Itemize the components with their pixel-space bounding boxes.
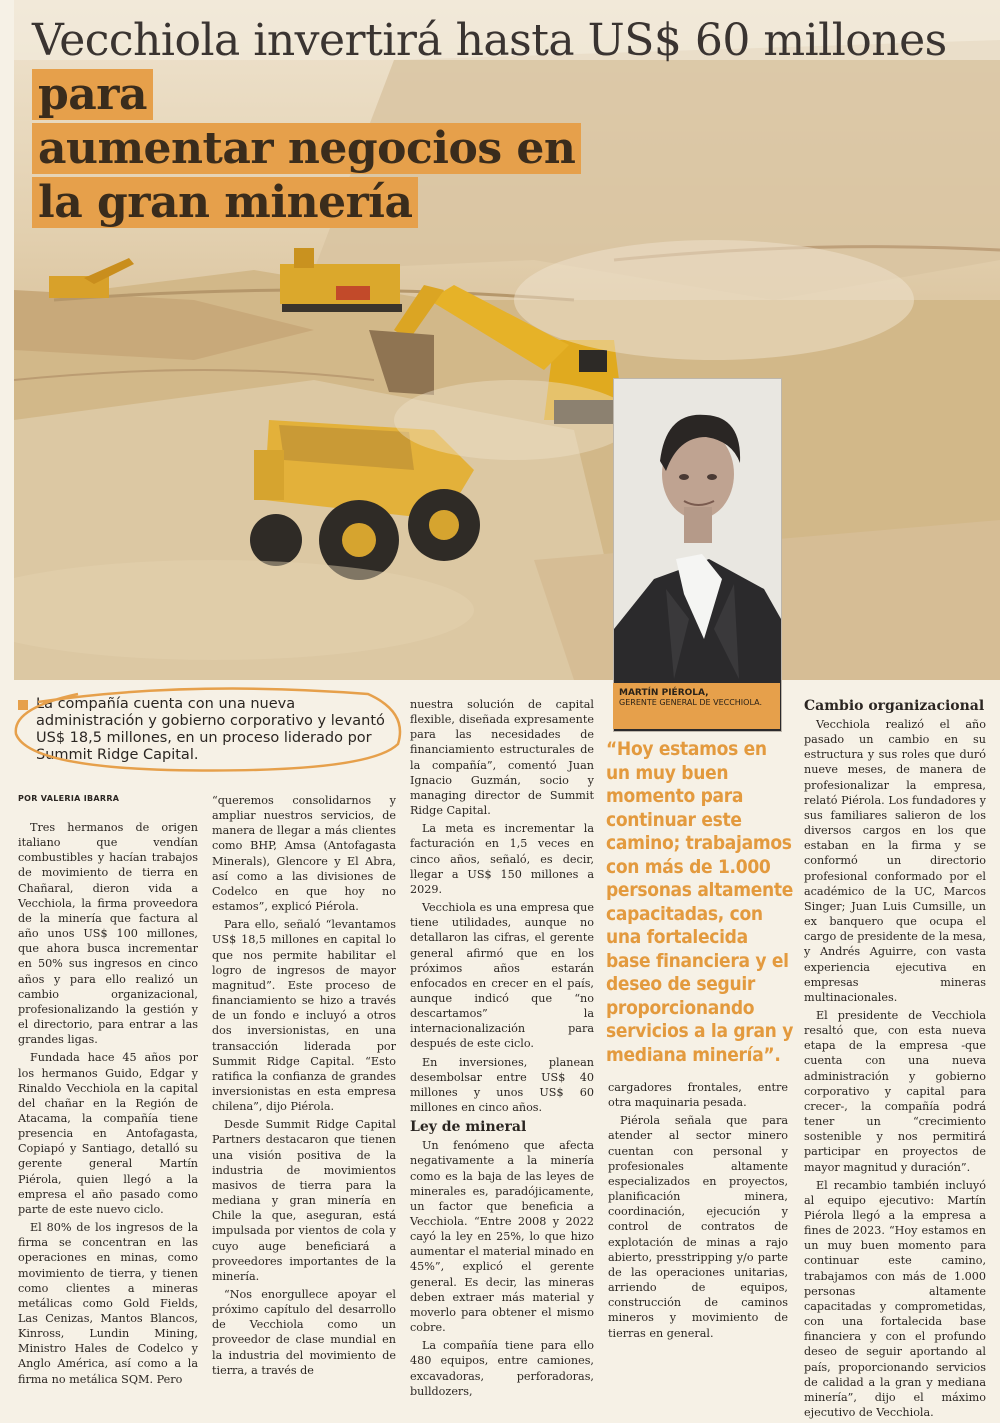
col5-paragraph: Vecchiola realizó el año pasado un cambio en su estructura y sus roles que duró nueve meses, de manera de profesionalizar la empresa, relató Piérola. Los fundadores y sus familiares salieron de los diversos cargos en los que estaban en la firma y se conformó un directorio profesional conformado por el académico de la UC, Marcos Singer; Juan Luis Cumsille, un ex banquero que ocupa el cargo de presidente de la mesa, y Andrés Aguirre, con vasta experiencia ejecutiva en empresas mineras multinacionales. xyxy=(804,718,986,1004)
headline xyxy=(32,14,1000,230)
col3-paragraph: nuestra solución de capital flexible, diseñada expresamente para las necesidades de financiamiento estructurales de la compañía”, comentó Juan Ignacio Guzmán, socio y managing director de Summit Ridge Capital. xyxy=(410,698,594,818)
col4-paragraph: cargadores frontales, entre otra maquinaria pesada. xyxy=(608,1081,788,1110)
col1-paragraph: El 80% de los ingresos de la firma se concentran en las operaciones en minas, como movimiento de tierra, y tienen como clientes a mineras metálicas como Gold Fields, Las Cenizas, Mantos Blancos, Kinross, Lundin Mining, Ministro Hales de Codelco y Anglo América, así como a la firma no metálica SQM. Pero xyxy=(18,1221,198,1386)
col3-paragraph: Vecchiola es una empresa que tiene utilidades, aunque no detallaron las cifras, el gerente general afirmó que en los próximos años estarán enfocados en crecer en el país, aunque indicó que “no descartamos” la internacionalización para después de este ciclo. xyxy=(410,901,594,1051)
lead-square-icon xyxy=(18,700,28,710)
column-1 xyxy=(18,820,198,1390)
col3-paragraph: La compañía tiene para ello 480 equipos, entre camiones, excavadoras, perforadoras, bulldozers, xyxy=(410,1339,594,1398)
lead-circle-mark xyxy=(8,682,418,782)
col2-paragraph: “queremos consolidarnos y ampliar nuestros servicios, de manera de llegar a más clientes como BHP, Amsa (Antofagasta Minerals), Glencore y El Abra, así como a las divisiones de Codelco en que hoy no estamos”, explicó Piérola. xyxy=(212,794,396,914)
headline-highlight-2: aumentar negocios en xyxy=(32,123,581,174)
lead-text: La compañía cuenta con una nueva administración y gobierno corporativo y levantó US$ 18,5 millones, en un proceso liderado por Summit Ridge Capital. xyxy=(36,696,385,763)
subheading-ley-de-mineral: Ley de mineral xyxy=(410,1119,527,1136)
headline-highlight-3: la gran minería xyxy=(32,177,418,228)
column-3 xyxy=(410,697,594,1402)
pull-quote: “Hoy estamos en un muy buen momento para continuar este camino; trabajamos con más de 1.000 personas altamente capacitadas, con una fortalecida base financiera y el deseo de seguir proporcionando servicios a la gran y mediana minería”. xyxy=(606,738,794,1066)
col1-paragraph: Tres hermanos de origen italiano que vendían combustibles y hacían trabajos de movimiento de tierra en Chañaral, dieron vida a Vecchiola, la firma proveedora de la minería que factura al año unos US$ 100 millones, que ahora busca incrementar en 50% sus ingresos en cinco años y para ello realizó un cambio organizacional, profesionalizando la gestión y el directorio, para entrar a las grandes ligas. xyxy=(18,821,198,1047)
col2-paragraph: “Nos enorgullece apoyar el próximo capítulo del desarrollo de Vecchiola como un proveedor de clase mundial en la industria del movimiento de tierra, a través de xyxy=(212,1288,396,1377)
lead-block xyxy=(18,696,398,764)
col3-paragraph: En inversiones, planean desembolsar entre US$ 40 millones y unos US$ 60 millones en cinco años. xyxy=(410,1055,594,1115)
byline: POR VALERIA IBARRA xyxy=(18,794,120,803)
headline-highlight-1: para xyxy=(32,69,153,120)
col3-paragraph: Un fenómeno que afecta negativamente a la minería como es la baja de las leyes de minerales es, paradójicamente, un factor que beneficia a Vecchiola. “Entre 2008 y 2022 cayó la ley en 25%, lo que hizo aumentar el material minado en 45%”, explicó el gerente general. Es decir, las mineras deben extraer más material y moverlo para obtener el mismo cobre. xyxy=(410,1139,594,1335)
column-5 xyxy=(804,697,986,1423)
col4-paragraph: Piérola señala que para atender al sector minero cuentan con personal y profesionales altamente especializados en proyectos, planificación minera, coordinación, ejecución y control de contratos de explotación de minas a rajo abierto, presstripping y/o parte de las operaciones unitarias, arriendo de equipos, construcción de caminos mineros y movimiento de tierras en general. xyxy=(608,1114,788,1340)
caption-role: GERENTE GENERAL DE VECCHIOLA. xyxy=(619,698,762,707)
portrait-art xyxy=(614,379,781,731)
headline-plain: Vecchiola invertirá hasta US$ 60 millones xyxy=(32,15,947,66)
photo-caption xyxy=(613,683,780,729)
caption-name: MARTÍN PIÉROLA, xyxy=(619,688,709,698)
column-2 xyxy=(212,793,396,1381)
portrait-photo xyxy=(613,378,782,732)
col5-paragraph: El recambio también incluyó al equipo ejecutivo: Martín Piérola llegó a la empresa a fines de 2023. “Hoy estamos en un muy buen momento para continuar este camino, trabajamos con más de 1.000 personas altamente capacitadas y comprometidas, con una fortalecida base financiera y con el profundo deseo de seguir aportando al país, proporcionando servicios de calidad a la gran y mediana minería”, dijo el máximo ejecutivo de Vecchiola. xyxy=(804,1178,986,1420)
subheading-cambio-organizacional: Cambio organizacional xyxy=(804,698,985,714)
col2-paragraph: Desde Summit Ridge Capital Partners destacaron que tienen una visión positiva de la industria de movimientos masivos de tierra para la mediana y gran minería en Chile la que, aseguran, está impulsada por vientos de cola y cuyo auge beneficiará a proveedores importantes de la minería. xyxy=(212,1118,396,1283)
col1-paragraph: Fundada hace 45 años por los hermanos Guido, Edgar y Rinaldo Vecchiola en la capital del chañar en la Región de Atacama, la compañía tiene presencia en Antofagasta, Copiapó y Santiago, detalló su gerente general Martín Piérola, quien llegó a la empresa el año pasado como parte de este nuevo ciclo. xyxy=(18,1051,198,1216)
col5-paragraph: El presidente de Vecchiola resaltó que, con esta nueva etapa de la empresa -que cuenta con una nueva administración y gobierno corporativo y capital para crecer-, la compañía podrá tener un “crecimiento sostenible y nos permitirá participar en proyectos de mayor magnitud y duración”. xyxy=(804,1008,986,1174)
column-4 xyxy=(608,1080,788,1344)
col2-paragraph: Para ello, señaló “levantamos US$ 18,5 millones en capital lo que nos permite habilitar el logro de ingresos de mayor magnitud”. Este proceso de financiamiento se hizo a través de un fondo e incluyó a otros dos inversionistas, en una transacción liderada por Summit Ridge Capital. “Esto ratifica la confianza de grandes inversionistas en esta empresa chilena”, dijo Piérola. xyxy=(212,918,396,1114)
mining-photo xyxy=(14,0,1000,680)
col3-paragraph: La meta es incrementar la facturación en 1,5 veces en cinco años, señaló, es decir, llegar a US$ 150 millones a 2029. xyxy=(410,822,594,896)
